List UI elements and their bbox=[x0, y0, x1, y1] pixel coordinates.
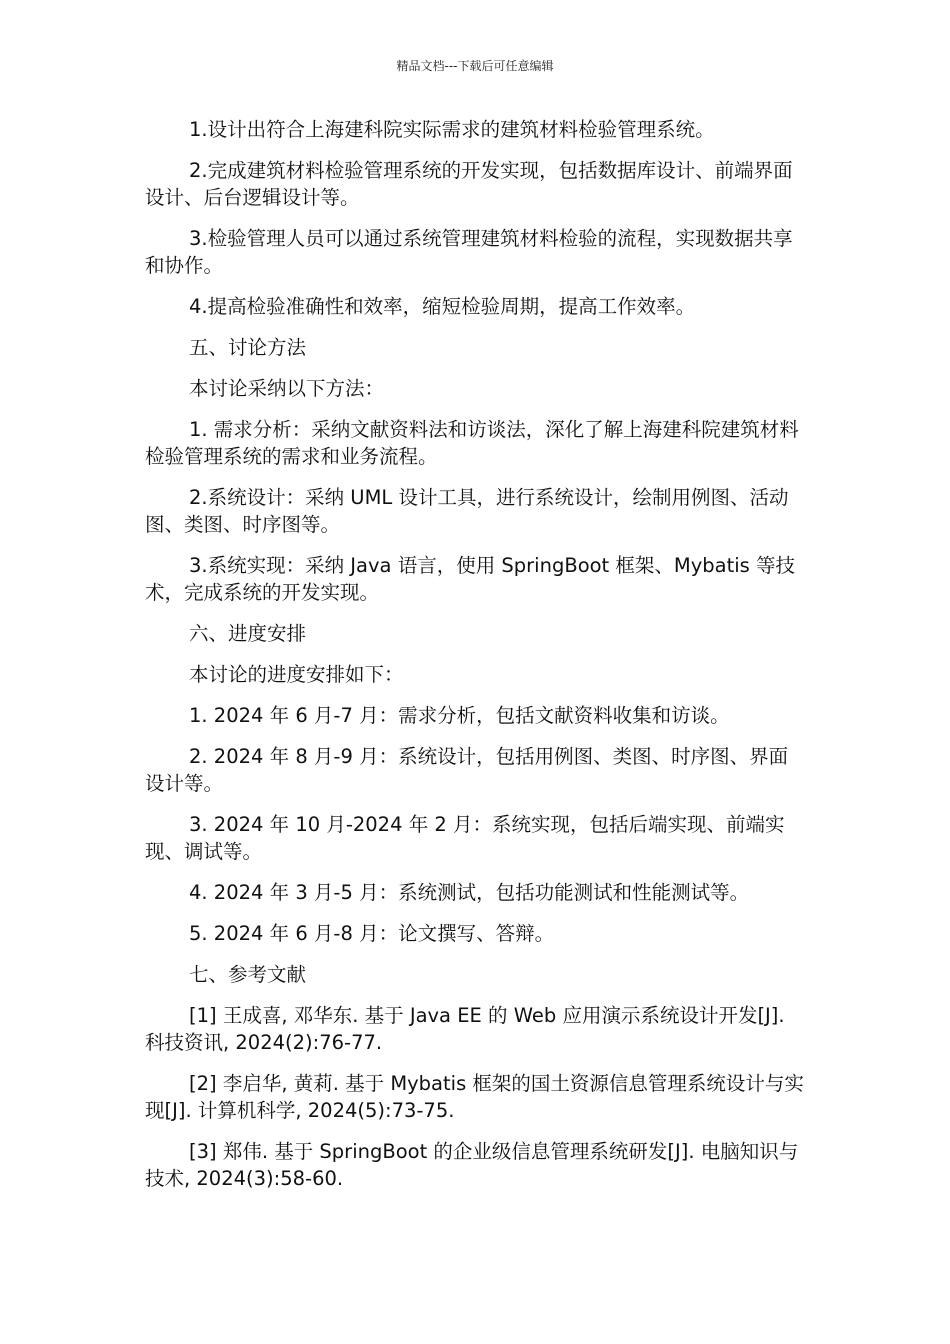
method-item-1: 1. 需求分析：采纳文献资料法和访谈法，深化了解上海建科院建筑材料检验管理系统的需求和业务流程。 bbox=[145, 418, 799, 468]
reference-1: [1] 王成喜, 邓华东. 基于 Java EE 的 Web 应用演示系统设计开发[J]. 科技资讯, 2024(2):76-77. bbox=[145, 1004, 785, 1054]
section-heading-references: 七、参考文献 bbox=[189, 963, 307, 986]
schedule-intro: 本讨论的进度安排如下： bbox=[189, 663, 404, 686]
goal-item-1: 1.设计出符合上海建科院实际需求的建筑材料检验管理系统。 bbox=[189, 118, 715, 141]
page-header: 精品文档---下载后可任意编辑 bbox=[396, 59, 554, 73]
method-item-2: 2.系统设计：采纳 UML 设计工具，进行系统设计，绘制用例图、活动图、类图、时序图等。 bbox=[145, 486, 789, 536]
goal-item-3: 3.检验管理人员可以通过系统管理建筑材料检验的流程，实现数据共享和协作。 bbox=[145, 227, 793, 277]
section-heading-schedule: 六、进度安排 bbox=[189, 622, 307, 645]
method-item-3: 3.系统实现：采纳 Java 语言，使用 SpringBoot 框架、Mybatis 等技术，完成系统的开发实现。 bbox=[145, 554, 796, 604]
schedule-item-2: 2. 2024 年 8 月-9 月：系统设计，包括用例图、类图、时序图、界面设计等。 bbox=[145, 745, 789, 795]
schedule-item-5: 5. 2024 年 6 月-8 月：论文撰写、答辩。 bbox=[189, 922, 555, 945]
schedule-item-3: 3. 2024 年 10 月-2024 年 2 月：系统实现，包括后端实现、前端实现、调试等。 bbox=[145, 813, 785, 863]
schedule-item-1: 1. 2024 年 6 月-7 月：需求分析，包括文献资料收集和访谈。 bbox=[189, 704, 730, 727]
reference-3: [3] 郑伟. 基于 SpringBoot 的企业级信息管理系统研发[J]. 电脑知识与技术, 2024(3):58-60. bbox=[145, 1140, 799, 1190]
section-heading-methods: 五、讨论方法 bbox=[189, 336, 307, 359]
schedule-item-4: 4. 2024 年 3 月-5 月：系统测试，包括功能测试和性能测试等。 bbox=[189, 881, 750, 904]
document-body bbox=[145, 116, 805, 1206]
goal-item-2: 2.完成建筑材料检验管理系统的开发实现，包括数据库设计、前端界面设计、后台逻辑设计等。 bbox=[145, 159, 793, 209]
methods-intro: 本讨论采纳以下方法： bbox=[189, 377, 385, 400]
goal-item-4: 4.提高检验准确性和效率，缩短检验周期，提高工作效率。 bbox=[189, 295, 696, 318]
reference-2: [2] 李启华, 黄莉. 基于 Mybatis 框架的国土资源信息管理系统设计与实现[J]. 计算机科学, 2024(5):73-75. bbox=[145, 1072, 804, 1122]
